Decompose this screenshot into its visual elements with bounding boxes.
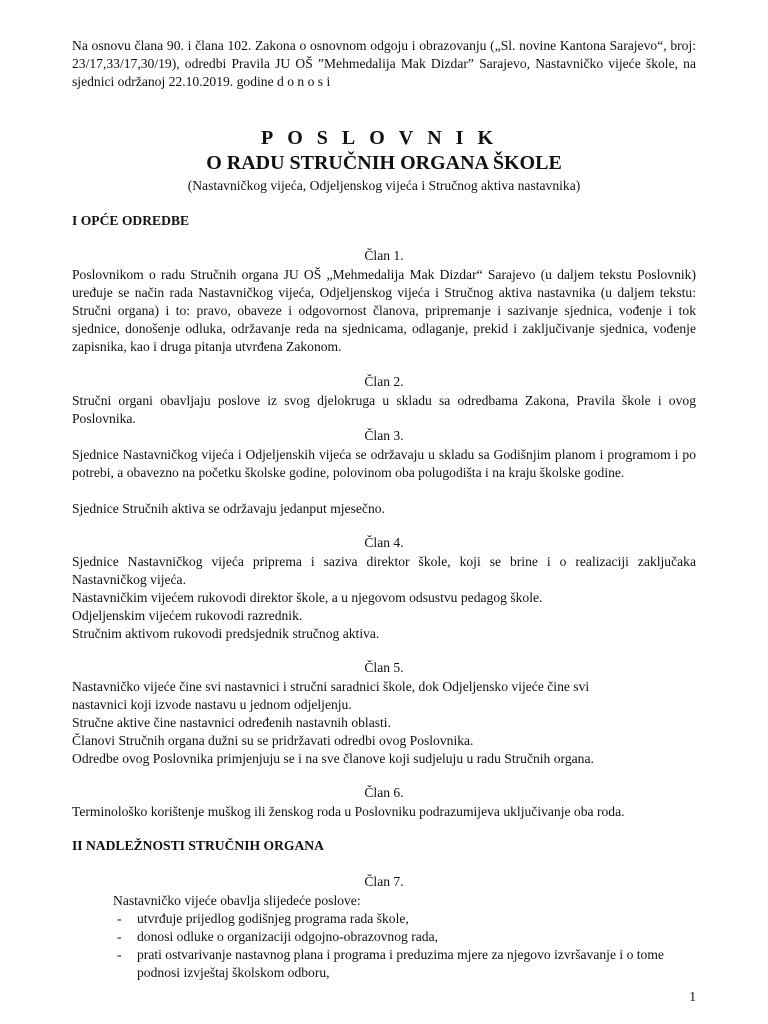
page-number: 1 <box>689 989 696 1004</box>
section-heading-competences: II NADLEŽNOSTI STRUČNIH ORGANA <box>72 838 324 853</box>
list-item-text: utvrđuje prijedlog godišnjeg programa rada škole, <box>137 911 409 926</box>
article-heading-4: Član 4. <box>364 535 404 550</box>
document-subtitle-parenthetical: (Nastavničkog vijeća, Odjeljenskog vijeća i Stručnog aktiva nastavnika) <box>187 178 581 193</box>
list-dash: - <box>117 911 122 926</box>
article-text-1: Poslovnikom o radu Stručnih organa JU OŠ „Mehmedalija Mak Dizdar“ Sarajevo (u daljem tekstu Poslovnik) uređuje se način rada Nastavničkog vijeća, Odjeljenskog vijeća i Stručnog aktiva nastavnika (u daljem tekstu: Stručni organa) i to: pravo, obaveze i odgovornost članova, pripremanje i sazivanje sjednica, vođenje i tok sjednice, donošenje odluka, održavanje reda na sjednicama, odlaganje, prekid i zaključivanje sjednica, vođenje zapisnika, kao i druga pitanja utvrđena Zakonom. <box>72 267 696 354</box>
list-item <box>113 928 696 946</box>
article-text-2: Stručni organi obavljaju poslove iz svog djelokruga u skladu sa odredbama Zakona, Pravila škole i ovog Poslovnika. <box>72 393 696 426</box>
article-text-5-line-2: nastavnici koji izvode nastavu u jednom odjeljenju. <box>72 697 352 712</box>
list-item-text: donosi odluke o organizaciji odgojno-obrazovnog rada, <box>137 929 439 944</box>
article-text-3: Sjednice Nastavničkog vijeća i Odjeljenskih vijeća se održavaju u skladu sa Godišnjim planom i programom i po potrebi, a obavezno na početku školske godine, polovinom oba polugodišta i na kraju školske godine. <box>72 447 696 480</box>
article-heading-7: Član 7. <box>364 874 404 889</box>
document-subtitle: O RADU STRUČNIH ORGANA ŠKOLE <box>206 152 562 174</box>
article-text-4: Sjednice Nastavničkog vijeća priprema i saziva direktor škole, koji se brine i o realizaciji zaključaka Nastavničkog vijeća. <box>72 554 696 587</box>
list-item <box>113 946 696 982</box>
article-heading-1: Član 1. <box>364 248 404 263</box>
document-title: POSLOVNIK <box>260 127 508 149</box>
article-text-4-line-4: Stručnim aktivom rukovodi predsjednik stručnog aktiva. <box>72 626 380 641</box>
article-text-5-line-5: Odredbe ovog Poslovnika primjenjuju se i na sve članove koji sudjeluju u radu Stručnih organa. <box>72 751 594 766</box>
article-heading-2: Član 2. <box>364 374 404 389</box>
list-dash: - <box>117 929 122 944</box>
preamble-paragraph: Na osnovu člana 90. i člana 102. Zakona o osnovnom odgoju i obrazovanju („Sl. novine Kantona Sarajevo“, broj: 23/17,33/17,30/19), odredbi Pravila JU OŠ ”Mehmedalija Mak Dizdar” Sarajevo, Nastavničko vijeće škole, na sjednici održanoj 22.10.2019. godine d o n o s i <box>72 38 696 89</box>
article-text-3-line-2: Sjednice Stručnih aktiva se održavaju jedanput mjesečno. <box>72 501 385 516</box>
article-7-list <box>113 892 696 982</box>
article-heading-5: Član 5. <box>364 660 404 675</box>
article-text-4-line-3: Odjeljenskim vijećem rukovodi razrednik. <box>72 608 303 623</box>
article-text-4-line-2: Nastavničkim vijećem rukovodi direktor škole, a u njegovom odsustvu pedagog škole. <box>72 590 543 605</box>
article-heading-6: Član 6. <box>364 785 404 800</box>
article-text-5-line-1: Nastavničko vijeće čine svi nastavnici i stručni saradnici škole, dok Odjeljensko vijeće čine svi <box>72 679 590 694</box>
article-7-intro: Nastavničko vijeće obavlja slijedeće poslove: <box>113 893 361 908</box>
article-text-5-line-4: Članovi Stručnih organa dužni su se pridržavati odredbi ovog Poslovnika. <box>72 733 474 748</box>
article-heading-3: Član 3. <box>364 428 404 443</box>
list-dash: - <box>117 947 122 962</box>
section-heading-general-provisions: I OPĆE ODREDBE <box>72 213 190 228</box>
list-item-text: prati ostvarivanje nastavnog plana i programa i preduzima mjere za njegovo izvršavanje i o tome podnosi izvještaj školskom odboru, <box>137 947 664 980</box>
article-text-5-line-3: Stručne aktive čine nastavnici određenih nastavnih oblasti. <box>72 715 391 730</box>
list-item <box>113 910 696 928</box>
article-text-6: Terminološko korištenje muškog ili ženskog roda u Poslovniku podrazumijeva uključivanje oba roda. <box>72 804 625 819</box>
